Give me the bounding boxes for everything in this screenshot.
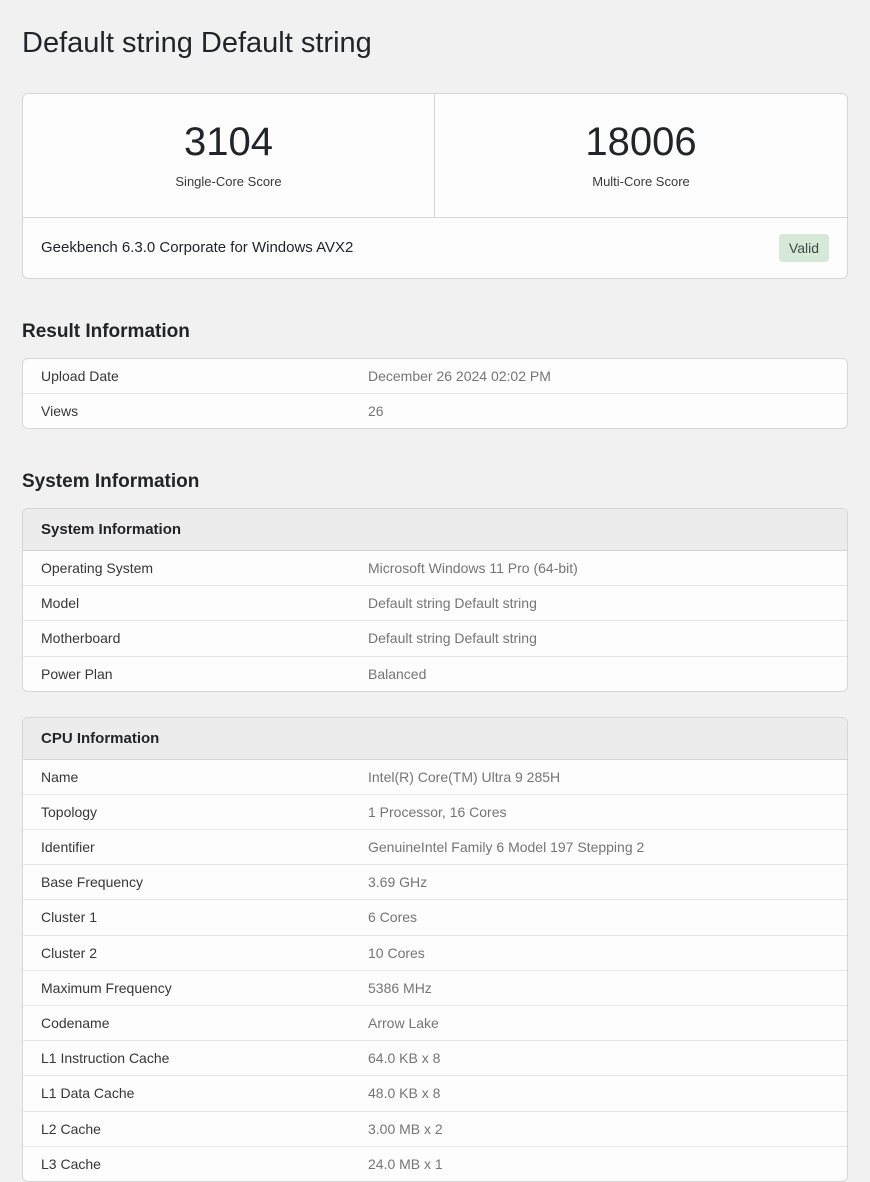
system-information-card [22,508,848,692]
cpu-information-card-title: CPU Information [23,718,847,760]
result-information-heading: Result Information [22,320,190,342]
row-value: Balanced [368,665,427,682]
row-label: L3 Cache [41,1155,101,1172]
table-row [23,1076,847,1111]
row-value: 48.0 KB x 8 [368,1085,441,1102]
result-page [0,26,870,1182]
row-label: Operating System [41,559,154,576]
row-value: 24.0 MB x 1 [368,1155,443,1172]
row-value: Default string Default string [368,595,537,612]
table-row [23,621,847,656]
table-row [23,657,847,691]
score-summary-card [22,93,848,279]
row-label: Cluster 2 [41,944,98,961]
row-label: Name [41,768,79,785]
system-information-heading: System Information [22,471,200,493]
result-information-card [22,358,848,429]
row-label: Maximum Frequency [41,979,172,996]
geekbench-version-text: Geekbench 6.3.0 Corporate for Windows AVX2 [41,239,354,257]
row-value: 5386 MHz [368,979,432,996]
row-value: Intel(R) Core(TM) Ultra 9 285H [368,768,561,785]
row-value: Microsoft Windows 11 Pro (64-bit) [368,559,578,576]
single-core-score-cell [23,94,435,217]
table-row [23,1112,847,1147]
table-row [23,900,847,935]
row-label: Power Plan [41,665,113,682]
row-label: Cluster 1 [41,909,98,926]
row-label: Model [41,595,80,612]
row-label: Base Frequency [41,874,143,891]
row-label: L1 Instruction Cache [41,1050,170,1067]
row-label: Upload Date [41,367,119,384]
row-label: Views [41,402,79,419]
row-value: GenuineIntel Family 6 Model 197 Stepping 2 [368,839,645,856]
row-value: 64.0 KB x 8 [368,1050,441,1067]
row-value: December 26 2024 02:02 PM [368,367,551,384]
single-core-score-value: 3104 [184,119,273,164]
table-row [23,551,847,586]
table-row [23,1041,847,1076]
valid-status-badge: Valid [779,234,829,262]
row-label: L1 Data Cache [41,1085,135,1102]
row-label: Motherboard [41,630,121,647]
row-label: L2 Cache [41,1120,101,1137]
row-value: 3.69 GHz [368,874,428,891]
row-value: Arrow Lake [368,1015,439,1032]
version-row [23,217,847,278]
table-row [23,394,847,428]
multi-core-score-value: 18006 [585,119,697,164]
table-row [23,865,847,900]
row-value: 1 Processor, 16 Cores [368,803,507,820]
table-row [23,586,847,621]
table-row [23,1006,847,1041]
multi-core-score-label: Multi-Core Score [592,173,690,189]
row-label: Identifier [41,839,95,856]
row-label: Codename [41,1015,110,1032]
table-row [23,830,847,865]
row-value: 6 Cores [368,909,418,926]
page-title: Default string Default string [22,27,372,59]
table-row [23,359,847,394]
row-value: 26 [368,402,384,419]
multi-core-score-cell [435,94,847,217]
row-label: Topology [41,803,98,820]
table-row [23,936,847,971]
table-row [23,971,847,1006]
row-value: 3.00 MB x 2 [368,1120,443,1137]
score-grid [23,94,847,217]
cpu-information-card [22,717,848,1182]
table-row [23,795,847,830]
table-row [23,760,847,795]
row-value: Default string Default string [368,630,537,647]
system-information-card-title: System Information [23,509,847,551]
single-core-score-label: Single-Core Score [175,173,282,189]
row-value: 10 Cores [368,944,425,961]
